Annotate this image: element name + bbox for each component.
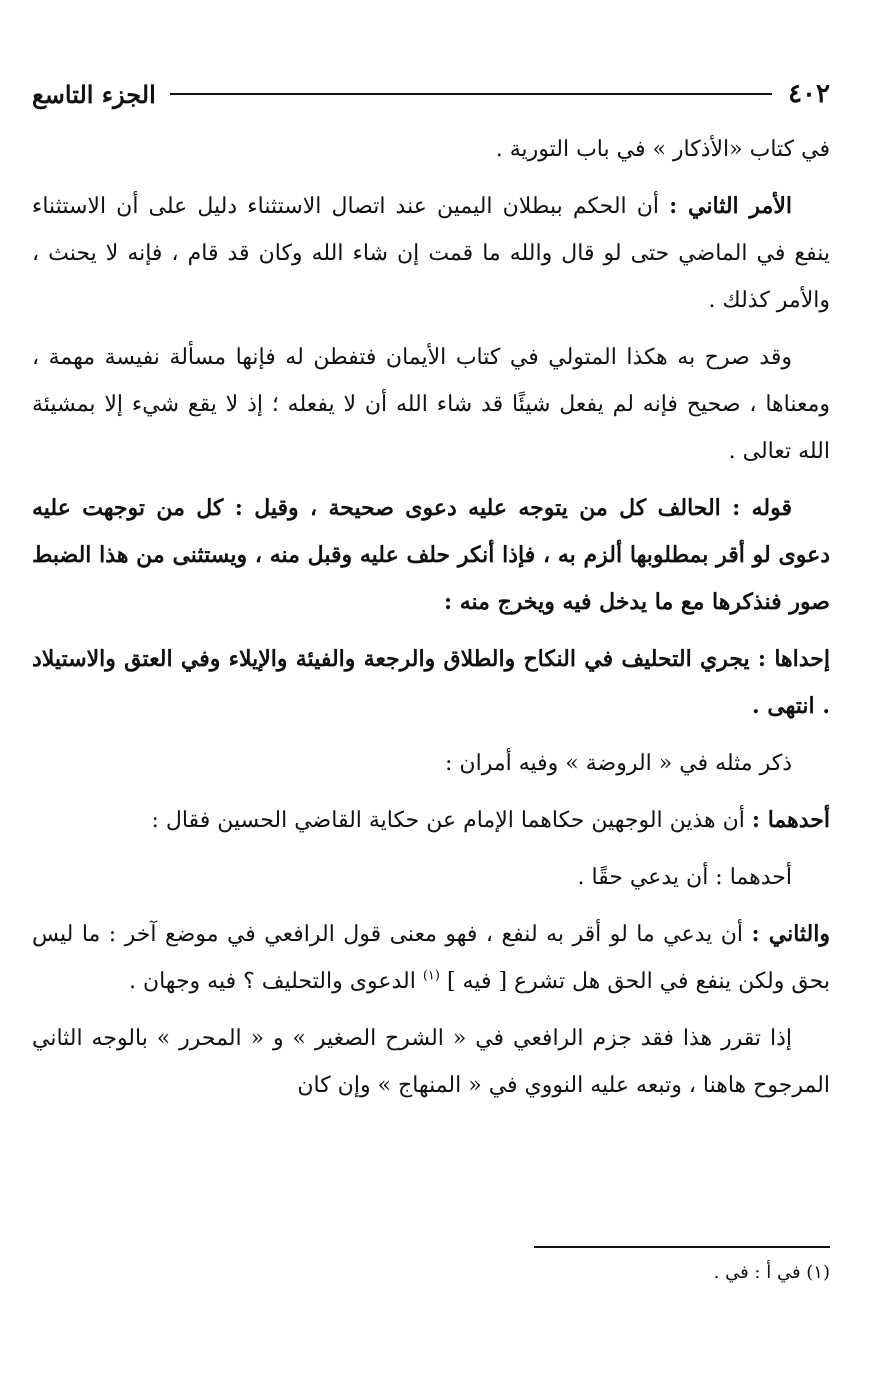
footnote-reference: (١) xyxy=(422,968,440,984)
paragraph-lead: أحدهما : xyxy=(751,807,830,833)
page-number: ٤٠٢ xyxy=(788,79,830,109)
paragraph: في كتاب «الأذكار » في باب التورية . xyxy=(495,137,830,162)
quoted-paragraph: قوله : الحالف كل من يتوجه عليه دعوى صحيحة ، وقيل : كل من توجهت عليه دعوى لو أقر بمطلوبها ألزم به ، فإذا أنكر حلف عليه وقبل منه ، ويستثنى من هذا الضبط صور فنذكرها مع ما يدخل فيه ويخرج منه : xyxy=(32,495,830,615)
paragraph-lead: والثاني : xyxy=(751,921,831,947)
paragraph: إذا تقرر هذا فقد جزم الرافعي في « الشرح الصغير » و « المحرر » بالوجه الثاني المرجوح هاهنا ، وتبعه عليه النووي في « المنهاج » وإن كان xyxy=(32,1026,830,1098)
running-title: الجزء التاسع xyxy=(32,79,156,109)
header-rule xyxy=(170,93,772,95)
paragraph: أحدهما : أن هذين الوجهين حكاهما الإمام عن حكاية القاضي الحسين فقال : xyxy=(151,807,830,833)
paragraph: أحدهما : أن يدعي حقًا . xyxy=(577,865,792,890)
paragraph: والثاني : أن يدعي ما لو أقر به لنفع ، فهو معنى قول الرافعي في موضع آخر : ما ليس بحق ولكن ينفع في الحق هل تشرع [ فيه ] $^{(١)}$ الدعوى والتحليف ؟ فيه وجهان . xyxy=(32,921,831,994)
paragraph: وقد صرح به هكذا المتولي في كتاب الأيمان فتفطن له فإنها مسألة نفيسة مهمة ، ومعناها ، صحيح فإنه لم يفعل شيئًا قد شاء الله أن لا يفعله ؛ إذ لا يقع شيء إلا بمشيئة الله تعالى . xyxy=(32,345,830,464)
paragraph: ذكر مثله في « الروضة » وفيه أمران : xyxy=(445,751,792,776)
running-header xyxy=(32,66,830,122)
footnote: (١) في أ : في . xyxy=(713,1262,830,1283)
paragraph-lead: الأمر الثاني : xyxy=(669,193,793,219)
footnote-rule xyxy=(534,1246,830,1248)
paragraph: الأمر الثاني : أن الحكم ببطلان اليمين عند اتصال الاستثناء دليل على أن الاستثناء ينفع في الماضي حتى لو قال والله ما قمت إن شاء الله وكان قد قام ، فإنه لا يحنث ، والأمر كذلك . xyxy=(32,193,830,313)
book-page xyxy=(32,66,831,1283)
quoted-paragraph: إحداها : يجري التحليف في النكاح والطلاق والرجعة والفيئة والإيلاء وفي العتق والاستيلاد . انتهى . xyxy=(32,646,830,719)
